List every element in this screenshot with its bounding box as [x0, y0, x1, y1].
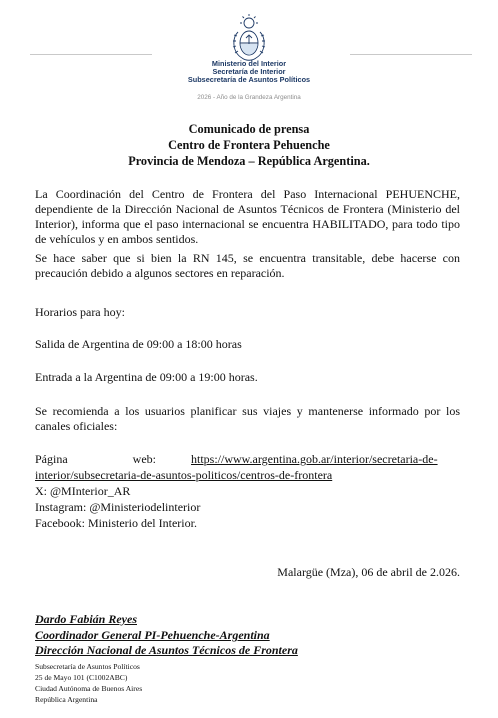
signature-role: Coordinador General PI-Pehuenche-Argentina	[35, 628, 270, 642]
schedule-entry: Entrada a la Argentina de 09:00 a 19:00 horas.	[35, 370, 258, 384]
web-label: Página web:	[35, 452, 156, 466]
facebook-page: Facebook: Ministerio del Interior.	[35, 516, 197, 530]
paragraph-recommendation: Se recomienda a los usuarios planificar sus viajes y mantenerse informado por los canales oficiales:	[35, 404, 460, 433]
signature-name: Dardo Fabián Reyes	[35, 612, 137, 626]
schedule-heading: Horarios para hoy:	[35, 305, 125, 319]
header-ministry: Ministerio del Interior	[211, 59, 287, 68]
title-province: Provincia de Mendoza – República Argentina.	[128, 154, 370, 168]
footer-address: 25 de Mayo 101 (C1002ABC)	[35, 673, 128, 682]
header-secretariat: Secretaría de Interior	[212, 67, 286, 76]
instagram-handle: Instagram: @Ministeriodelinterior	[35, 500, 201, 514]
twitter-handle: X: @MInterior_AR	[35, 484, 131, 498]
title-border-center: Centro de Frontera Pehuenche	[168, 138, 330, 152]
coat-of-arms-icon	[224, 14, 274, 64]
place-and-date: Malargüe (Mza), 06 de abril de 2.026.	[277, 565, 460, 579]
header-year-motto: 2026 - Año de la Grandeza Argentina	[197, 94, 301, 101]
header-rule-right	[350, 54, 472, 55]
header-subsecretariat: Subsecretaría de Asuntos Políticos	[187, 75, 311, 84]
website-link-part1[interactable]: https://www.argentina.gob.ar/interior/secretaria-de-	[191, 452, 438, 466]
schedule-exit: Salida de Argentina de 09:00 a 18:00 horas	[35, 337, 242, 351]
footer-subsecretariat: Subsecretaría de Asuntos Políticos	[35, 662, 140, 671]
website-link-part2[interactable]: interior/subsecretaria-de-asuntos-politicos/centros-de-frontera	[35, 468, 333, 482]
header-rule-left	[30, 54, 152, 55]
web-line-2	[35, 468, 332, 483]
footer-city: Ciudad Autónoma de Buenos Aires	[35, 684, 143, 693]
paragraph-road-condition: Se hace saber que si bien la RN 145, se encuentra transitable, debe hacerse con precaución debido a algunos sectores en reparación.	[35, 251, 460, 280]
web-line	[35, 452, 460, 467]
signature-office: Dirección Nacional de Asuntos Técnicos de Frontera	[35, 643, 298, 657]
footer-country: República Argentina	[35, 695, 98, 704]
title-press-release: Comunicado de prensa	[188, 122, 310, 136]
paragraph-status: La Coordinación del Centro de Frontera del Paso Internacional PEHUENCHE, dependiente de la Dirección Nacional de Asuntos Técnicos de Frontera (Ministerio del Interior), informa que el paso internacional se encuentra HABILITADO, para todo tipo de vehículos y en ambos sentidos.	[35, 187, 460, 246]
